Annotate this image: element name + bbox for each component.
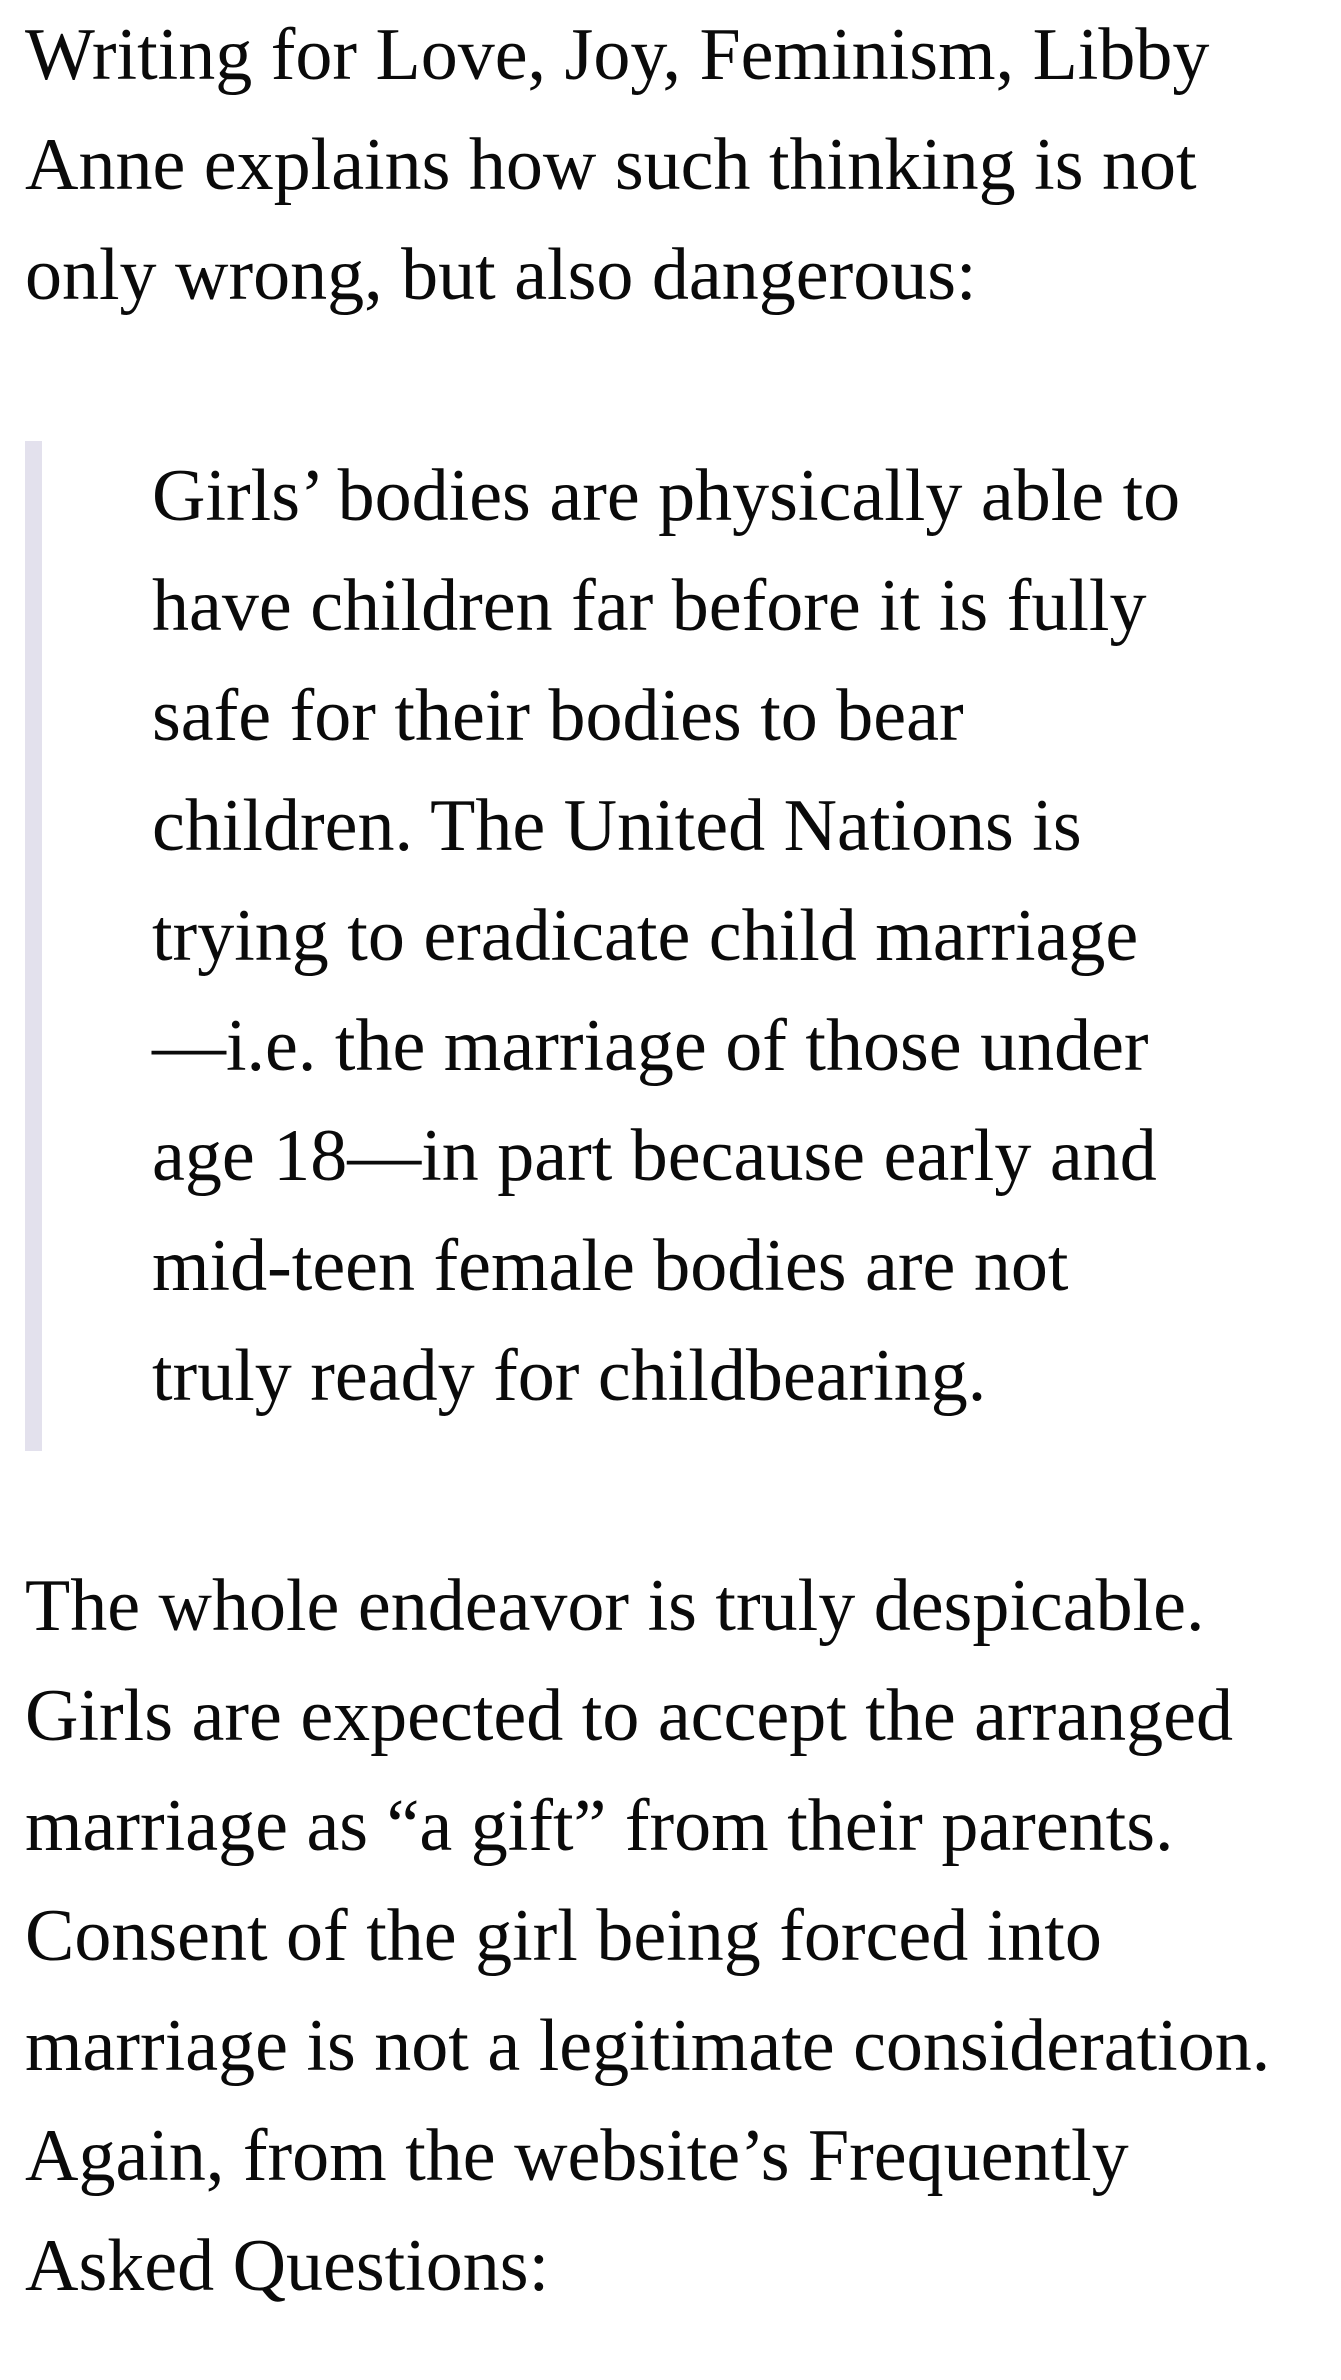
quote-line: truly ready for childbearing. [152,1335,987,1417]
blockquote [25,441,1323,1451]
text-line: marriage is not a legitimate consideration. [25,2005,1271,2087]
text-line: The whole endeavor is truly despicable. [25,1565,1205,1647]
text-line: Asked Questions: [25,2225,550,2307]
quote-line: mid-teen female bodies are not [152,1225,1069,1307]
quote-line: children. The United Nations is [152,785,1082,867]
quote-line: —i.e. the marriage of those under [152,1005,1149,1087]
text-line: marriage as “a gift” from their parents. [25,1785,1174,1867]
intro-paragraph [25,0,1323,330]
closing-paragraph [25,1551,1323,2321]
text-line: Writing for Love, Joy, Feminism, Libby [25,14,1210,96]
quote-line: safe for their bodies to bear [152,675,964,757]
text-line: Girls are expected to accept the arranged [25,1675,1233,1757]
quote-line: have children far before it is fully [152,565,1147,647]
text-line: Again, from the website’s Frequently [25,2115,1129,2197]
text-line: Consent of the girl being forced into [25,1895,1102,1977]
quote-line: trying to eradicate child marriage [152,895,1139,977]
quote-line: age 18—in part because early and [152,1115,1157,1197]
quote-line: Girls’ bodies are physically able to [152,455,1181,537]
text-line: only wrong, but also dangerous: [25,234,977,316]
text-line: Anne explains how such thinking is not [25,124,1197,206]
